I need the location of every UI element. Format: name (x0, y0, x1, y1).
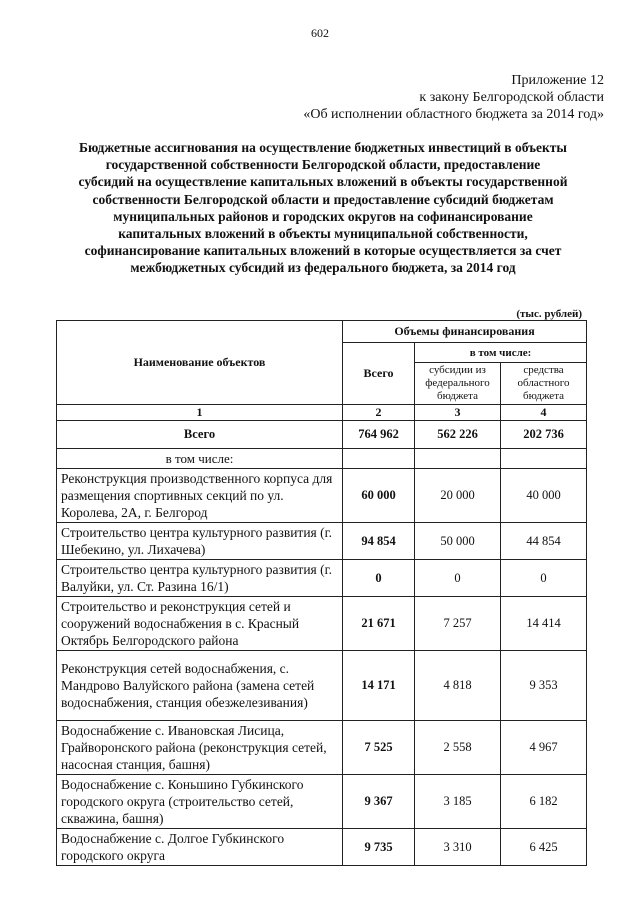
object-federal: 4 818 (415, 651, 501, 721)
table-row (57, 775, 587, 829)
object-federal: 50 000 (415, 523, 501, 560)
object-federal: 7 257 (415, 597, 501, 651)
object-total: 14 171 (343, 651, 415, 721)
object-name: Водоснабжение с. Ивановская Лисица, Грайворонского района (реконструкция сетей, насосная станция, башня) (57, 721, 343, 775)
column-header-name: Наименование объектов (57, 321, 343, 405)
table-row (57, 597, 587, 651)
object-federal: 0 (415, 560, 501, 597)
total-federal: 562 226 (415, 421, 501, 449)
column-numbers-row (57, 405, 587, 421)
including-row (57, 449, 587, 469)
column-header-regional: средства областного бюджета (501, 363, 587, 405)
total-regional: 202 736 (501, 421, 587, 449)
object-federal: 2 558 (415, 721, 501, 775)
including-label: в том числе: (57, 449, 343, 469)
object-regional: 40 000 (501, 469, 587, 523)
total-row (57, 421, 587, 449)
object-total: 7 525 (343, 721, 415, 775)
object-total: 9 735 (343, 829, 415, 866)
column-header-federal: субсидии из федерального бюджета (415, 363, 501, 405)
object-federal: 20 000 (415, 469, 501, 523)
object-federal: 3 185 (415, 775, 501, 829)
table-row (57, 651, 587, 721)
appendix-line-3: «Об исполнении областного бюджета за 2014 год» (303, 107, 604, 122)
empty-cell (415, 449, 501, 469)
object-regional: 14 414 (501, 597, 587, 651)
object-federal: 3 310 (415, 829, 501, 866)
object-regional: 9 353 (501, 651, 587, 721)
column-number: 4 (501, 405, 587, 421)
table-row (57, 829, 587, 866)
appendix-line-1: Приложение 12 (511, 73, 604, 88)
object-total: 9 367 (343, 775, 415, 829)
table-row (57, 721, 587, 775)
page-number: 602 (311, 26, 329, 40)
object-regional: 6 182 (501, 775, 587, 829)
object-name: Реконструкция производственного корпуса для размещения спортивных секций по ул. Королева, 2А, г. Белгород (57, 469, 343, 523)
object-total: 21 671 (343, 597, 415, 651)
object-name: Строительство и реконструкция сетей и сооружений водоснабжения в с. Красный Октябрь Белгородского района (57, 597, 343, 651)
object-total: 0 (343, 560, 415, 597)
document-title: Бюджетные ассигнования на осуществление бюджетных инвестиций в объекты государственной собственности Белгородской области, предоставление субсидий на осуществление капитальных вложений в объекты государственной собственности Белгородской области и предоставление субсидий бюджетам муниципальных районов и городских округов на софинансирование капитальных вложений в объекты муниципальной собственности, софинансирование капитальных вложений в которые осуществляется за счет межбюджетных субсидий из федерального бюджета, за 2014 год (78, 140, 568, 276)
object-name: Водоснабжение с. Долгое Губкинского городского округа (57, 829, 343, 866)
column-header-including: в том числе: (415, 343, 587, 363)
object-total: 94 854 (343, 523, 415, 560)
object-total: 60 000 (343, 469, 415, 523)
total-label: Всего (57, 421, 343, 449)
object-regional: 6 425 (501, 829, 587, 866)
object-name: Строительство центра культурного развития (г. Валуйки, ул. Ст. Разина 16/1) (57, 560, 343, 597)
object-regional: 44 854 (501, 523, 587, 560)
object-name: Реконструкция сетей водоснабжения, с. Мандрово Валуйского района (замена сетей водоснабжения, станция обезжелезивания) (57, 651, 343, 721)
table-row (57, 560, 587, 597)
object-regional: 0 (501, 560, 587, 597)
table-row (57, 469, 587, 523)
object-regional: 4 967 (501, 721, 587, 775)
column-number: 2 (343, 405, 415, 421)
column-number: 1 (57, 405, 343, 421)
object-name: Строительство центра культурного развития (г. Шебекино, ул. Лихачева) (57, 523, 343, 560)
column-header-total: Всего (343, 343, 415, 405)
column-number: 3 (415, 405, 501, 421)
table-row (57, 523, 587, 560)
units-label: (тыс. рублей) (516, 308, 582, 320)
object-name: Водоснабжение с. Коньшино Губкинского городского округа (строительство сетей, скважина, башня) (57, 775, 343, 829)
column-header-volumes: Объемы финансирования (343, 321, 587, 343)
total-sum: 764 962 (343, 421, 415, 449)
empty-cell (501, 449, 587, 469)
financing-table (56, 320, 587, 866)
empty-cell (343, 449, 415, 469)
appendix-line-2: к закону Белгородской области (419, 90, 604, 105)
appendix-header (274, 72, 604, 123)
